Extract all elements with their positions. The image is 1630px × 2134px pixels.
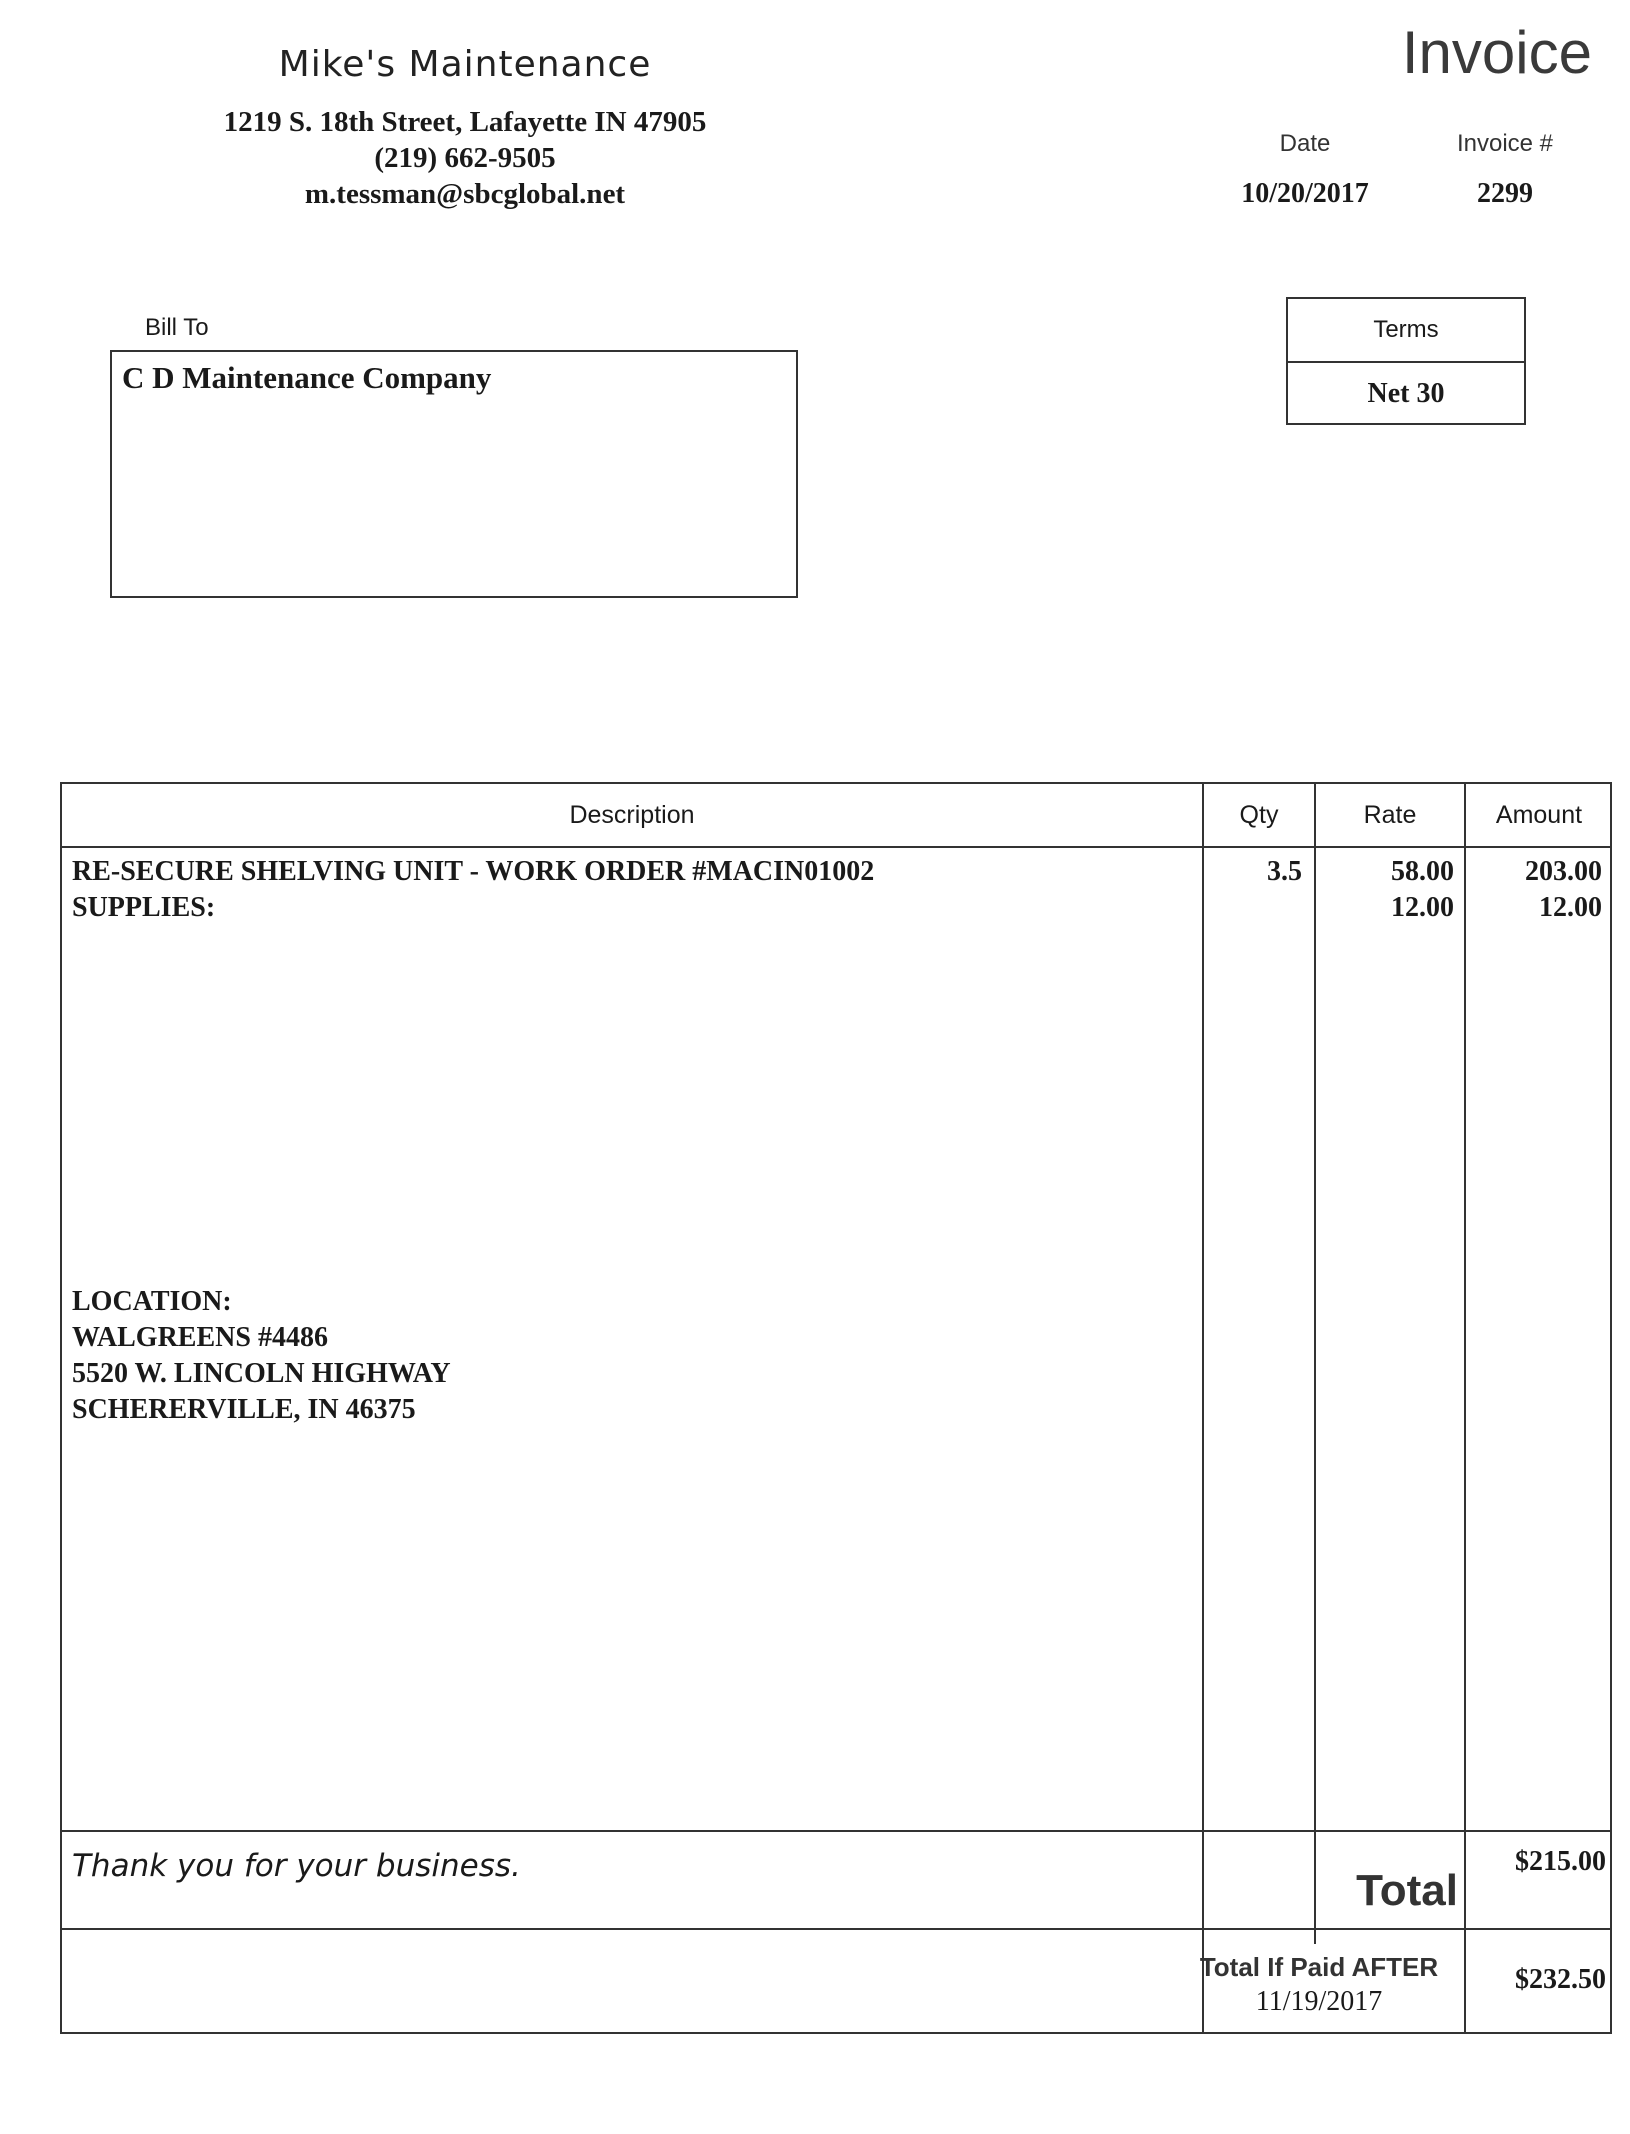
footer-divider (62, 1928, 1610, 1930)
date-label: Date (1279, 130, 1331, 157)
column-divider (1314, 784, 1316, 1944)
late-payment-date: 11/19/2017 (1255, 1986, 1383, 2017)
line-items-table (60, 782, 1612, 2034)
company-email: m.tessman@sbcglobal.net (304, 178, 626, 210)
company-phone: (219) 662-9505 (374, 142, 556, 174)
terms-box (1286, 297, 1526, 425)
column-header-description: Description (569, 801, 695, 829)
total-label: Total (1356, 1866, 1458, 1915)
invoice-number: 2299 (1477, 178, 1533, 209)
terms-label: Terms (1288, 299, 1524, 363)
location-line: 5520 W. LINCOLN HIGHWAY (72, 1358, 451, 1389)
column-divider (1202, 784, 1204, 2032)
column-header-rate: Rate (1363, 801, 1417, 829)
line-item-rate: 58.00 (1391, 856, 1454, 887)
bill-to-name: C D Maintenance Company (122, 360, 492, 395)
late-payment-label: Total If Paid AFTER (1199, 1952, 1439, 1982)
line-item-amount: 12.00 (1539, 892, 1602, 923)
line-item-description: SUPPLIES: (72, 892, 216, 923)
line-item-rate: 12.00 (1391, 892, 1454, 923)
terms-value: Net 30 (1367, 378, 1445, 409)
bill-to-label: Bill To (145, 314, 209, 341)
line-item-qty: 3.5 (1267, 856, 1302, 887)
late-payment-total: $232.50 (1515, 1964, 1606, 1995)
line-item-amount: 203.00 (1525, 856, 1602, 887)
thank-you-message: Thank you for your business. (72, 1848, 521, 1884)
total-value: $215.00 (1515, 1846, 1606, 1877)
company-address: 1219 S. 18th Street, Lafayette IN 47905 (223, 106, 707, 138)
location-line: LOCATION: (72, 1286, 232, 1317)
header-divider (62, 846, 1610, 848)
bill-to-box (110, 350, 798, 598)
location-line: SCHERERVILLE, IN 46375 (72, 1394, 416, 1425)
company-name: Mike's Maintenance (278, 44, 652, 85)
document-title: Invoice (1401, 19, 1592, 86)
column-divider (1464, 784, 1466, 2032)
line-item-description: RE-SECURE SHELVING UNIT - WORK ORDER #MACIN01002 (72, 856, 875, 887)
column-header-amount: Amount (1495, 801, 1583, 829)
body-divider (62, 1830, 1610, 1832)
location-line: WALGREENS #4486 (72, 1322, 328, 1353)
invoice-date: 10/20/2017 (1241, 178, 1369, 209)
invoice-number-label: Invoice # (1456, 130, 1554, 157)
column-header-qty: Qty (1239, 801, 1279, 829)
